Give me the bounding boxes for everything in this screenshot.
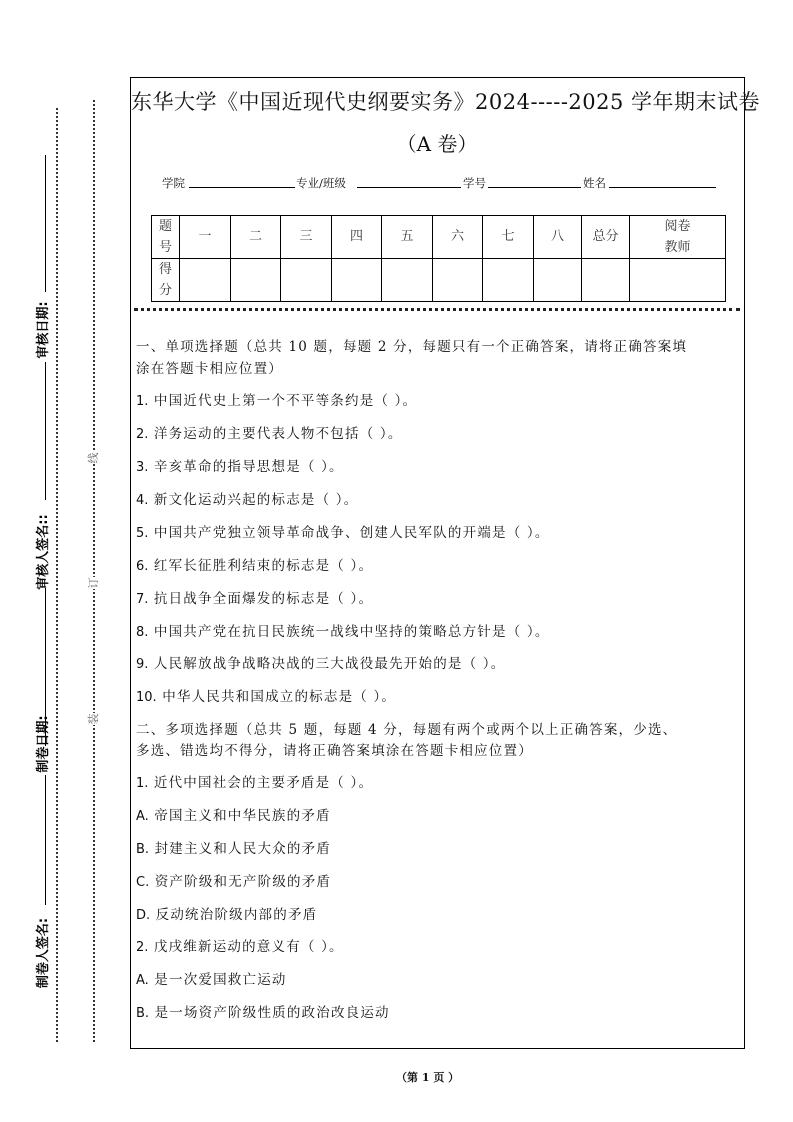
college-label: 学院 [162, 176, 185, 190]
column-header: 八 [534, 216, 582, 259]
question-item: 6. 红军长征胜利结束的标志是（ ）。 [136, 558, 374, 574]
student-id-label: 学号 [463, 176, 486, 190]
question-item: 2. 戊戌维新运动的意义有（ ）。 [136, 939, 344, 955]
college-field[interactable] [189, 187, 295, 188]
question-item: 1. 近代中国社会的主要矛盾是（ ）。 [136, 775, 374, 791]
binding-mark-bind: 装 [87, 713, 100, 725]
grader-cell[interactable] [630, 259, 726, 302]
question-item: 8. 中国共产党在抗日民族统一战线中坚持的策略总方针是（ ）。 [136, 624, 550, 640]
question-number-header: 题 号 [152, 216, 180, 259]
score-cell[interactable] [281, 259, 332, 302]
column-header-total: 总分 [582, 216, 630, 259]
name-field[interactable] [609, 187, 716, 188]
prepare-date-label: 制卷日期: [36, 715, 51, 773]
question-item: 2. 洋务运动的主要代表人物不包括（ ）。 [136, 426, 403, 442]
section-heading-cont: 涂在答题卡相应位置） [136, 361, 283, 377]
option-item: A. 是一次爱国救亡运动 [136, 972, 287, 988]
option-item: C. 资产阶级和无产阶级的矛盾 [136, 874, 332, 890]
question-number-row [152, 216, 726, 259]
score-cell[interactable] [231, 259, 281, 302]
exam-title: 东华大学《中国近现代史纲要实务》2024-----2025 学年期末试卷 [131, 90, 761, 114]
column-header: 三 [281, 216, 332, 259]
column-header: 四 [332, 216, 382, 259]
option-item: B. 是一场资产阶级性质的政治改良运动 [136, 1005, 390, 1021]
option-item: D. 反动统治阶级内部的矛盾 [136, 907, 318, 923]
column-header: 七 [483, 216, 534, 259]
binding-mark-staple: 订 [87, 577, 100, 589]
reviewer-signature-label: 审核人签名:: [36, 514, 51, 590]
section-heading: 二、多项选择题（总共 5 题，每题 4 分，每题有两个或两个以上正确答案，少选、 [136, 722, 678, 738]
total-score-cell[interactable] [582, 259, 630, 302]
review-date-line-tail [45, 362, 46, 500]
column-header: 二 [231, 216, 281, 259]
major-class-label: 专业/班级 [296, 176, 346, 190]
score-cell[interactable] [332, 259, 382, 302]
score-cell[interactable] [534, 259, 582, 302]
score-row [152, 259, 726, 302]
column-header: 六 [433, 216, 483, 259]
question-item: 4. 新文化运动兴起的标志是（ ）。 [136, 492, 359, 508]
option-item: B. 封建主义和人民大众的矛盾 [136, 841, 331, 857]
binding-mark-line: 线 [87, 452, 100, 464]
score-table [151, 215, 726, 302]
score-cell[interactable] [433, 259, 483, 302]
inner-dotted-line [56, 108, 58, 1042]
score-cell[interactable] [180, 259, 231, 302]
name-label: 姓名 [583, 176, 606, 190]
section-heading-cont: 多选、错选均不得分，请将正确答案填涂在答题卡相应位置） [136, 743, 533, 759]
outer-dotted-line [93, 100, 95, 1042]
exam-subtitle: （A 卷） [396, 132, 478, 156]
review-date-label: 审核日期: [36, 301, 51, 359]
question-item: 7. 抗日战争全面爆发的标志是（ ）。 [136, 591, 374, 607]
question-item: 3. 辛亥革命的指导思想是（ ）。 [136, 459, 344, 475]
preparer-signature-label: 制卷人签名: [36, 917, 51, 989]
column-header: 一 [180, 216, 231, 259]
question-item: 5. 中国共产党独立领导革命战争、创建人民军队的开端是（ ）。 [136, 525, 550, 541]
column-header: 五 [382, 216, 433, 259]
question-item: 9. 人民解放战争战略决战的三大战役最先开始的是（ ）。 [136, 656, 506, 672]
page-number: （第 1 页 ） [396, 1071, 460, 1084]
dotted-separator [134, 308, 740, 311]
option-item: A. 帝国主义和中华民族的矛盾 [136, 808, 331, 824]
question-item: 10. 中华人民共和国成立的标志是（ ）。 [136, 689, 397, 705]
score-cell[interactable] [382, 259, 433, 302]
score-cell[interactable] [483, 259, 534, 302]
score-header: 得 分 [152, 259, 180, 302]
major-class-field[interactable] [357, 187, 461, 188]
question-item: 1. 中国近代史上第一个不平等条约是（ ）。 [136, 393, 418, 409]
student-id-field[interactable] [488, 187, 581, 188]
review-date-line [45, 155, 46, 292]
section-heading: 一、单项选择题（总共 10 题，每题 2 分，每题只有一个正确答案，请将正确答案填 [136, 339, 688, 355]
prepare-date-line [45, 775, 46, 905]
grader-header: 阅卷 教师 [630, 216, 726, 259]
